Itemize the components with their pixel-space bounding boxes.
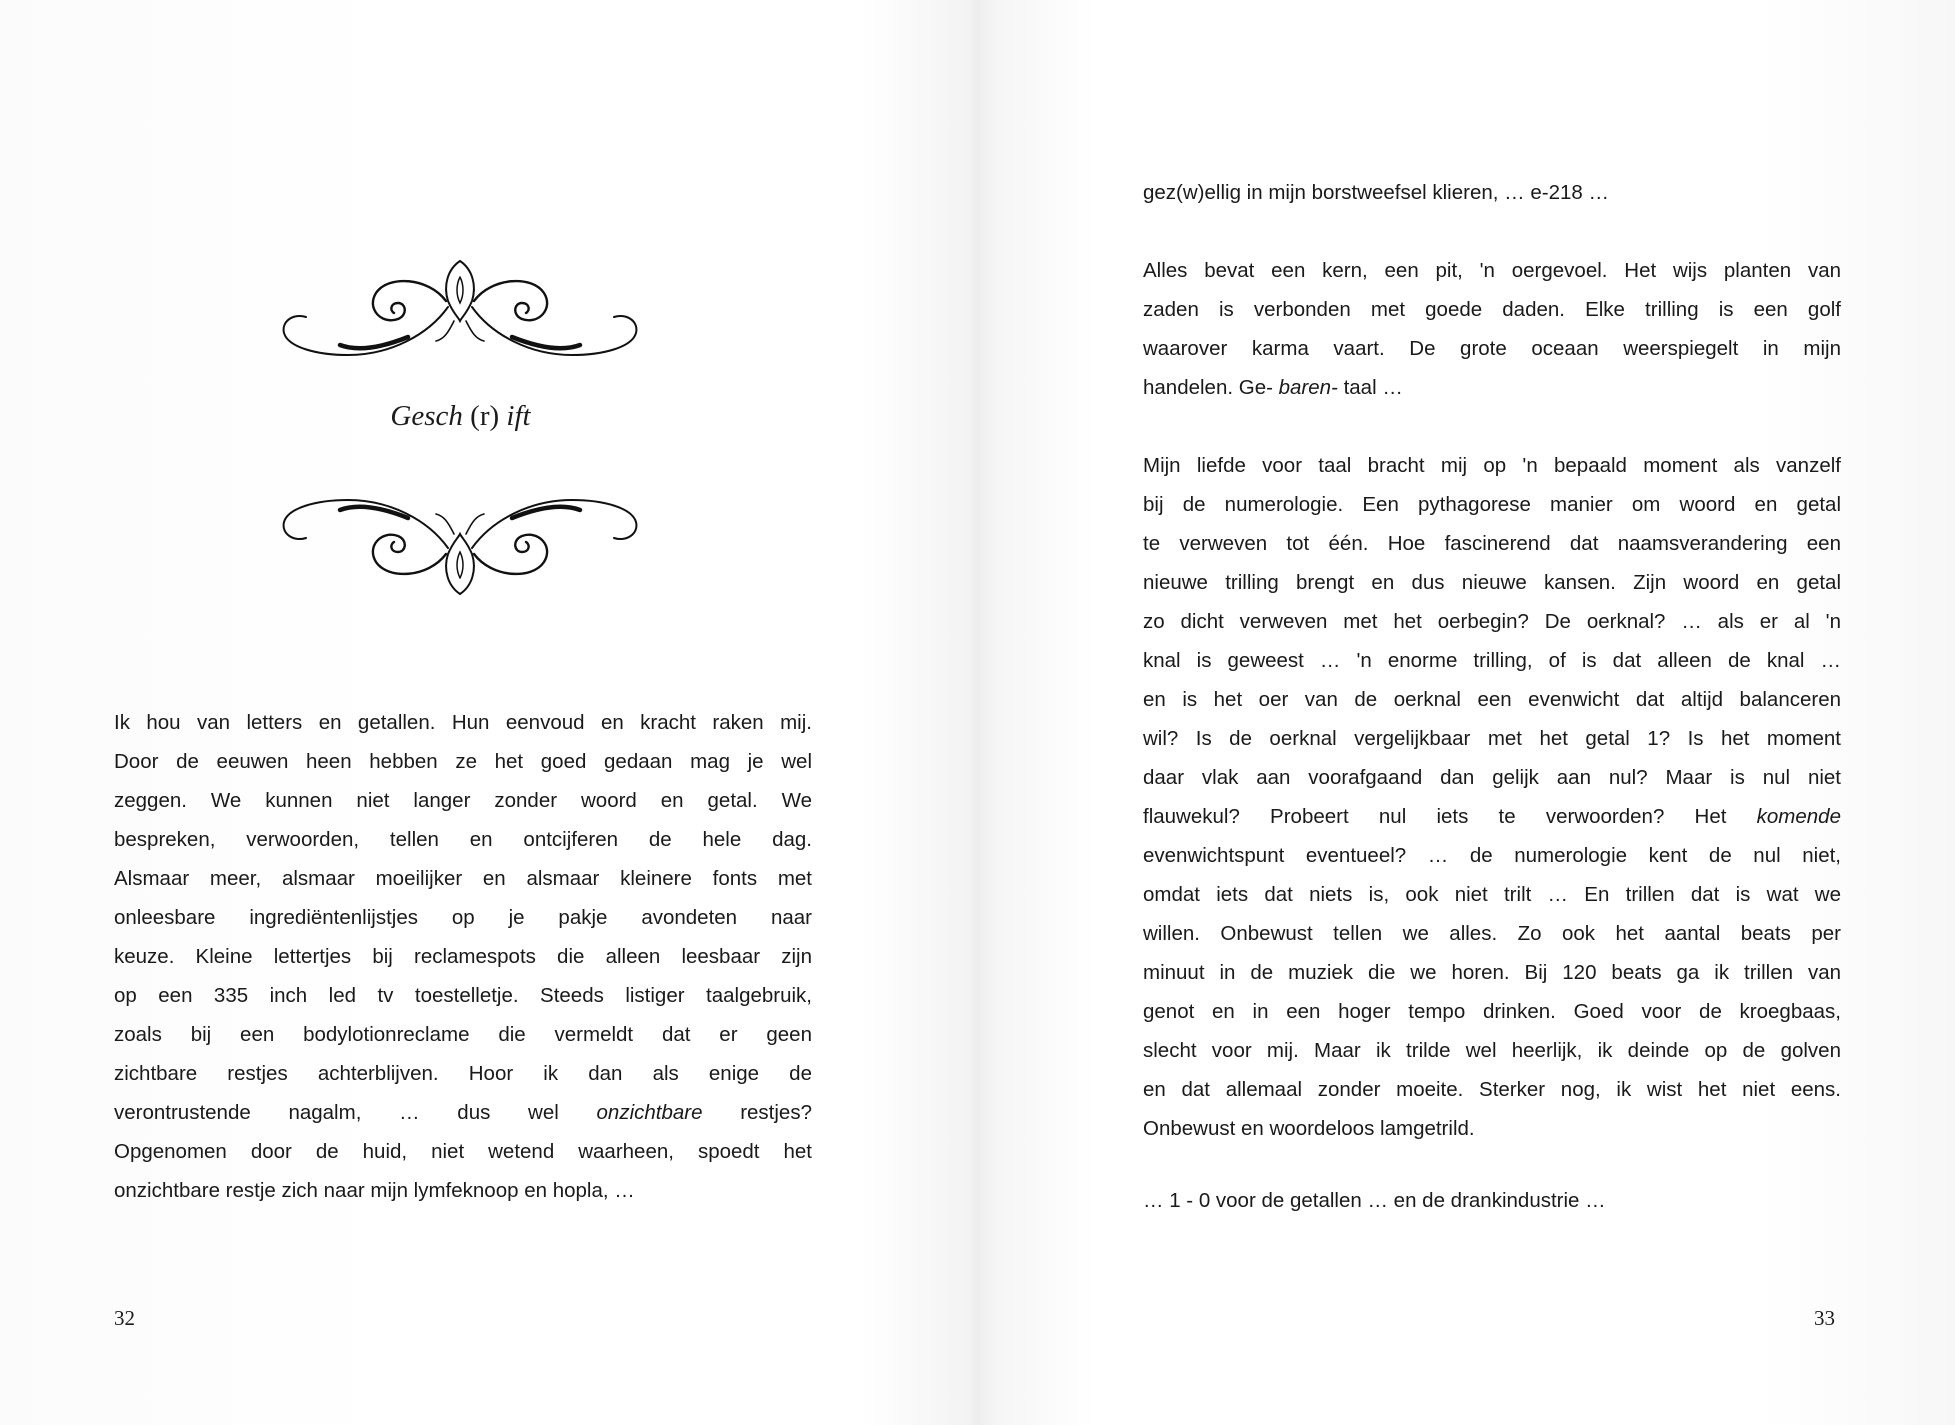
- flourish-ornament-top-icon: [278, 255, 643, 370]
- text-line: zo dicht verweven met het oerbegin? De oerknal? … als er al 'n: [1143, 610, 1841, 633]
- right-paragraph-1: [1143, 173, 1841, 212]
- text-line: en is het oer van de oerknal een evenwicht dat altijd balanceren: [1143, 688, 1841, 711]
- page-number-right: 33: [1814, 1306, 1835, 1330]
- text-line: zeggen. We kunnen niet langer zonder woord en getal. We: [114, 789, 812, 812]
- text-line: zoals bij een bodylotionreclame die vermeldt dat er geen: [114, 1023, 812, 1046]
- text-segment: verontrustende nagalm, … dus wel: [114, 1101, 597, 1124]
- text-line: [1143, 797, 1841, 836]
- text-line: willen. Onbewust tellen we alles. Zo ook het aantal beats per: [1143, 922, 1841, 945]
- chapter-title-part2: (r): [470, 400, 500, 432]
- text-line: Alles bevat een kern, een pit, 'n oergevoel. Het wijs planten van: [1143, 259, 1841, 282]
- text-segment: flauwekul? Probeert nul iets te verwoorden? Het: [1143, 805, 1757, 828]
- text-line: te verweven tot één. Hoe fascinerend dat naamsverandering een: [1143, 532, 1841, 555]
- text-line: Opgenomen door de huid, niet wetend waarheen, spoedt het: [114, 1140, 812, 1163]
- text-line: op een 335 inch led tv toestelletje. Steeds listiger taalgebruik,: [114, 984, 812, 1007]
- chapter-title: [278, 400, 643, 433]
- page-number-left: 32: [114, 1306, 135, 1330]
- flourish-ornament-bottom-icon: [278, 485, 643, 600]
- text-line: onzichtbare restje zich naar mijn lymfeknoop en hopla, …: [114, 1179, 635, 1202]
- chapter-title-part1: Gesch: [390, 400, 463, 432]
- text-line: Mijn liefde voor taal bracht mij op 'n bepaald moment als vanzelf: [1143, 454, 1841, 477]
- text-line: Alsmaar meer, alsmaar moeilijker en alsmaar kleinere fonts met: [114, 867, 812, 890]
- text-line: waarover karma vaart. De grote oceaan weerspiegelt in mijn: [1143, 337, 1841, 360]
- right-paragraph-4: [1143, 1181, 1841, 1220]
- text-line: onleesbare ingrediëntenlijstjes op je pakje avondeten naar: [114, 906, 812, 929]
- text-line: [1143, 368, 1841, 407]
- text-line: zaden is verbonden met goede daden. Elke trilling is een golf: [1143, 298, 1841, 321]
- text-line: genot en in een hoger tempo drinken. Goed voor de kroegbaas,: [1143, 1000, 1841, 1023]
- text-line: slecht voor mij. Maar ik trilde wel heerlijk, ik deinde op de golven: [1143, 1039, 1841, 1062]
- italic-word: baren-: [1278, 376, 1338, 399]
- text-line: daar vlak aan voorafgaand dan gelijk aan nul? Maar is nul niet: [1143, 766, 1841, 789]
- text-line: bij de numerologie. Een pythagorese manier om woord en getal: [1143, 493, 1841, 516]
- left-page: [0, 0, 975, 1425]
- text-line: zichtbare restjes achterblijven. Hoor ik dan als enige de: [114, 1062, 812, 1085]
- text-line: wil? Is de oerknal vergelijkbaar met het getal 1? Is het moment: [1143, 727, 1841, 750]
- text-line: gez(w)ellig in mijn borstweefsel klieren, … e-218 …: [1143, 181, 1609, 204]
- text-line: keuze. Kleine lettertjes bij reclamespots die alleen leesbaar zijn: [114, 945, 812, 968]
- chapter-title-part3: ift: [506, 400, 531, 432]
- text-segment: restjes?: [702, 1101, 812, 1124]
- italic-word: komende: [1756, 805, 1841, 828]
- text-line: en dat allemaal zonder moeite. Sterker nog, ik wist het niet eens.: [1143, 1078, 1841, 1101]
- text-line: nieuwe trilling brengt en dus nieuwe kansen. Zijn woord en getal: [1143, 571, 1841, 594]
- text-line: Ik hou van letters en getallen. Hun eenvoud en kracht raken mij.: [114, 711, 812, 734]
- right-paragraph-3: [1143, 446, 1841, 1148]
- text-line: knal is geweest … 'n enorme trilling, of is dat alleen de knal …: [1143, 649, 1841, 672]
- italic-word: onzichtbare: [596, 1101, 703, 1124]
- text-line: Onbewust en woordeloos lamgetrild.: [1143, 1117, 1475, 1140]
- text-segment: taal …: [1337, 376, 1403, 399]
- text-line: evenwichtspunt eventueel? … de numerologie kent de nul niet,: [1143, 844, 1841, 867]
- text-line: [114, 1093, 812, 1132]
- left-paragraph: [114, 703, 812, 1210]
- text-line: … 1 - 0 voor de getallen … en de drankindustrie …: [1143, 1189, 1606, 1212]
- text-line: minuut in de muziek die we horen. Bij 120 beats ga ik trillen van: [1143, 961, 1841, 984]
- right-paragraph-2: [1143, 251, 1841, 407]
- text-line: Door de eeuwen heen hebben ze het goed gedaan mag je wel: [114, 750, 812, 773]
- text-line: bespreken, verwoorden, tellen en ontcijferen de hele dag.: [114, 828, 812, 851]
- text-line: omdat iets dat niets is, ook niet trilt … En trillen dat is wat we: [1143, 883, 1841, 906]
- text-segment: handelen. Ge-: [1143, 376, 1279, 399]
